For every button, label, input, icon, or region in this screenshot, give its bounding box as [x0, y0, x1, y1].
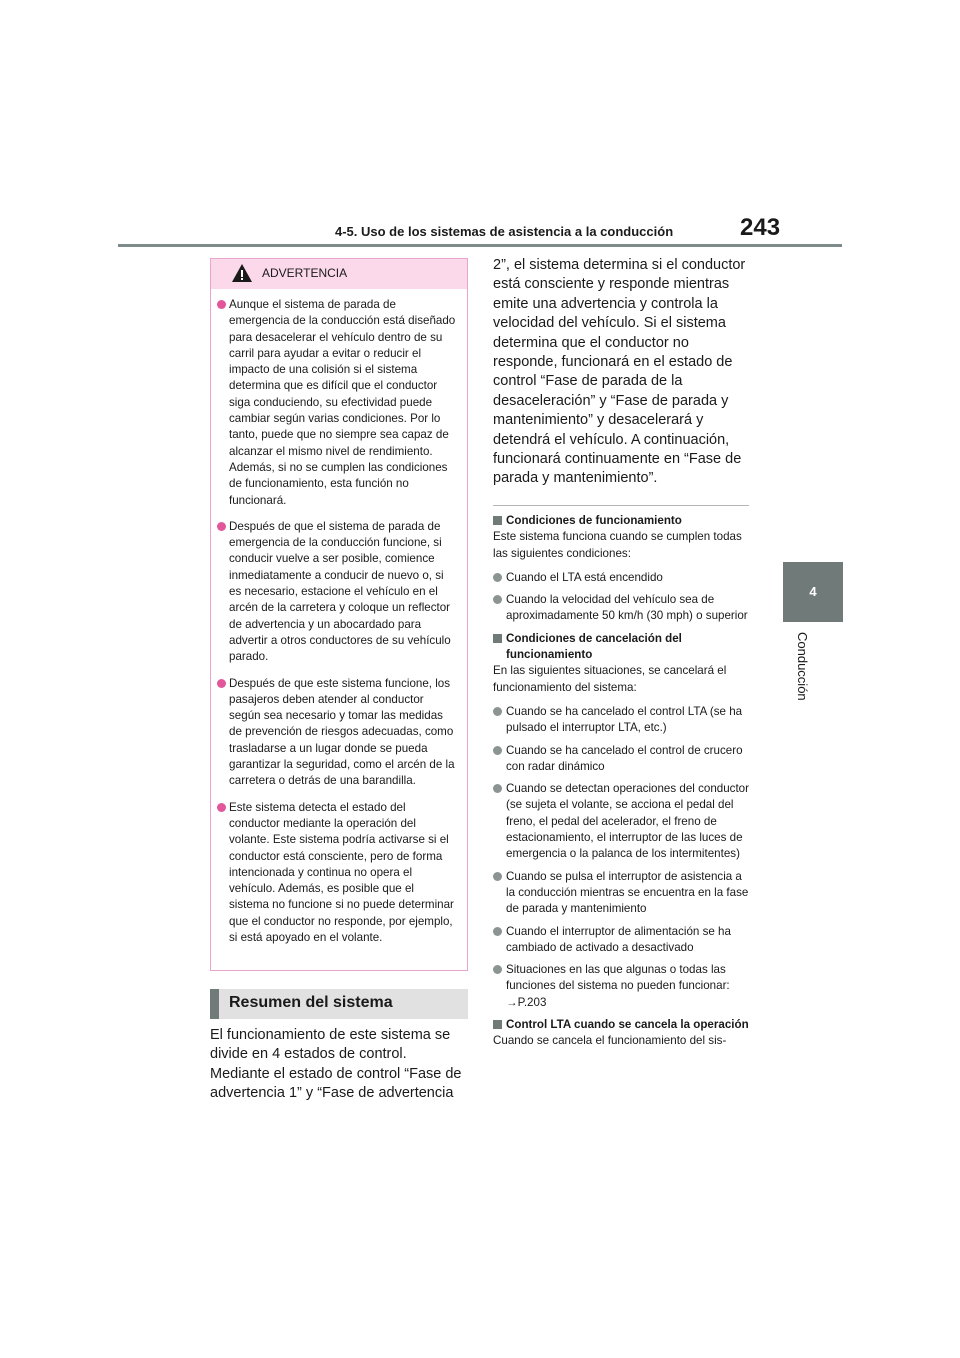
warning-title: ADVERTENCIA: [262, 266, 348, 280]
divider: [493, 505, 749, 506]
list-item: Cuando el LTA está encendido: [493, 570, 753, 586]
warning-item: Este sistema detecta el estado del conductor mediante la operación del volante. Este sistema podría activarse si el conductor está consciente, pero de forma intencionada y continua no opera el vehículo. Además, es posible que el sistema no funcione si no puede determinar que el conductor no responde, por ejemplo, si está apoyado en el volante.: [217, 800, 457, 947]
warning-list: [211, 289, 467, 946]
square-bullet-icon: [493, 1020, 502, 1029]
page-number: 243: [740, 214, 781, 241]
bullet-icon: [493, 573, 502, 582]
square-bullet-icon: [493, 634, 502, 643]
bullet-icon: [493, 872, 502, 881]
bullet-icon: [493, 707, 502, 716]
summary-text-start: El funcionamiento de este sistema se divide en 4 estados de control. Mediante el estado de control “Fase de advertencia 1” y “Fase de advertencia: [210, 1027, 462, 1102]
list-item: Cuando se ha cancelado el control de crucero con radar dinámico: [493, 743, 753, 776]
lta-intro: Cuando se cancela el funcionamiento del sis-: [493, 1034, 727, 1048]
conditions-heading: Condiciones de funcionamiento: [493, 513, 753, 529]
list-item: Cuando la velocidad del vehículo sea de aproximadamente 50 km/h (30 mph) o superior: [493, 592, 753, 625]
list-item: Cuando se ha cancelado el control LTA (se ha pulsado el interruptor LTA, etc.): [493, 704, 753, 737]
list-item: Cuando el interruptor de alimentación se ha cambiado de activado a desactivado: [493, 924, 753, 957]
bullet-icon: [493, 965, 502, 974]
warning-box: [210, 258, 468, 971]
list-item: Situaciones en las que algunas o todas las funciones del sistema no pueden funcionar: →P.203: [493, 962, 753, 1011]
bullet-icon: [217, 522, 226, 531]
conditions-intro: Este sistema funciona cuando se cumplen todas las siguientes condiciones:: [493, 530, 742, 560]
bullet-icon: [493, 595, 502, 604]
list-item: Cuando se pulsa el interruptor de asistencia a la conducción mientras se encuentra en la fase de parada y mantenimiento: [493, 869, 753, 918]
list-item: Cuando se detectan operaciones del conductor (se sujeta el volante, se acciona el pedal del freno, el pedal del acelerador, el freno de estacionamiento, el interruptor de las luces de emergencia o la palanca de los intermitentes): [493, 781, 753, 862]
lta-heading: Control LTA cuando se cancela la operación: [493, 1017, 753, 1033]
bullet-icon: [493, 746, 502, 755]
heading-bar: [210, 989, 219, 1019]
bullet-icon: [217, 300, 226, 309]
header-rule: [118, 244, 842, 247]
warning-item: Después de que este sistema funcione, los pasajeros deben atender al conductor según sea necesario y tomar las medidas de prevención de riesgos adecuadas, como trasladarse a un lugar donde se pueda garantizar la seguridad, como el arcén de la carretera o detrás de una barandilla.: [217, 676, 457, 790]
warning-item: Aunque el sistema de parada de emergencia de la conducción está diseñado para desacelerar el vehículo dentro de su carril para ayudar a evitar o reducir el impacto de una colisión si el sistema determina que es difícil que el conductor siga conduciendo, su efectividad puede cambiar según varias condiciones. Por lo tanto, puede que no siempre sea capaz de alcanzar el mismo nivel de rendimiento. Además, si no se cumplen las condiciones de funcionamiento, esta función no funcionará.: [217, 297, 457, 509]
chapter-label: Conducción: [795, 632, 810, 701]
right-column: [493, 509, 753, 1058]
bullet-icon: [217, 679, 226, 688]
chapter-tab: 4: [783, 562, 843, 622]
warning-header: [211, 259, 467, 289]
cancel-heading: Condiciones de cancelación del funcionamiento: [493, 631, 753, 664]
summary-heading: Resumen del sistema: [210, 989, 468, 1019]
cancel-intro: En las siguientes situaciones, se cancelará el funcionamiento del sistema:: [493, 664, 727, 694]
warning-item: Después de que el sistema de parada de emergencia de la conducción funcione, si conducir vuelve a ser posible, comience inmediatamente a conducir de nuevo o, si es necesario, estacione el vehículo en el arcén de la carretera y coloque un reflector de advertencia y un abocardado para advertir a otros conductores de su vehículo parado.: [217, 519, 457, 666]
bullet-icon: [217, 803, 226, 812]
bullet-icon: [493, 784, 502, 793]
bullet-icon: [493, 927, 502, 936]
summary-text-end: 2”, el sistema determina si el conductor está consciente y responde mientras emite una advertencia y controla la velocidad del vehículo. Si el sistema determina que el conductor no responde, funcionará en el estado de control “Fase de parada de la desaceleración” y “Fase de parada y mantenimiento” y desacelerará y detendrá el vehículo. A continuación, funcionará continuamente en “Fase de parada y mantenimiento”.: [493, 257, 746, 487]
square-bullet-icon: [493, 516, 502, 525]
section-title: 4-5. Uso de los sistemas de asistencia a la conducción: [335, 224, 674, 239]
warning-triangle-icon: [231, 263, 253, 283]
